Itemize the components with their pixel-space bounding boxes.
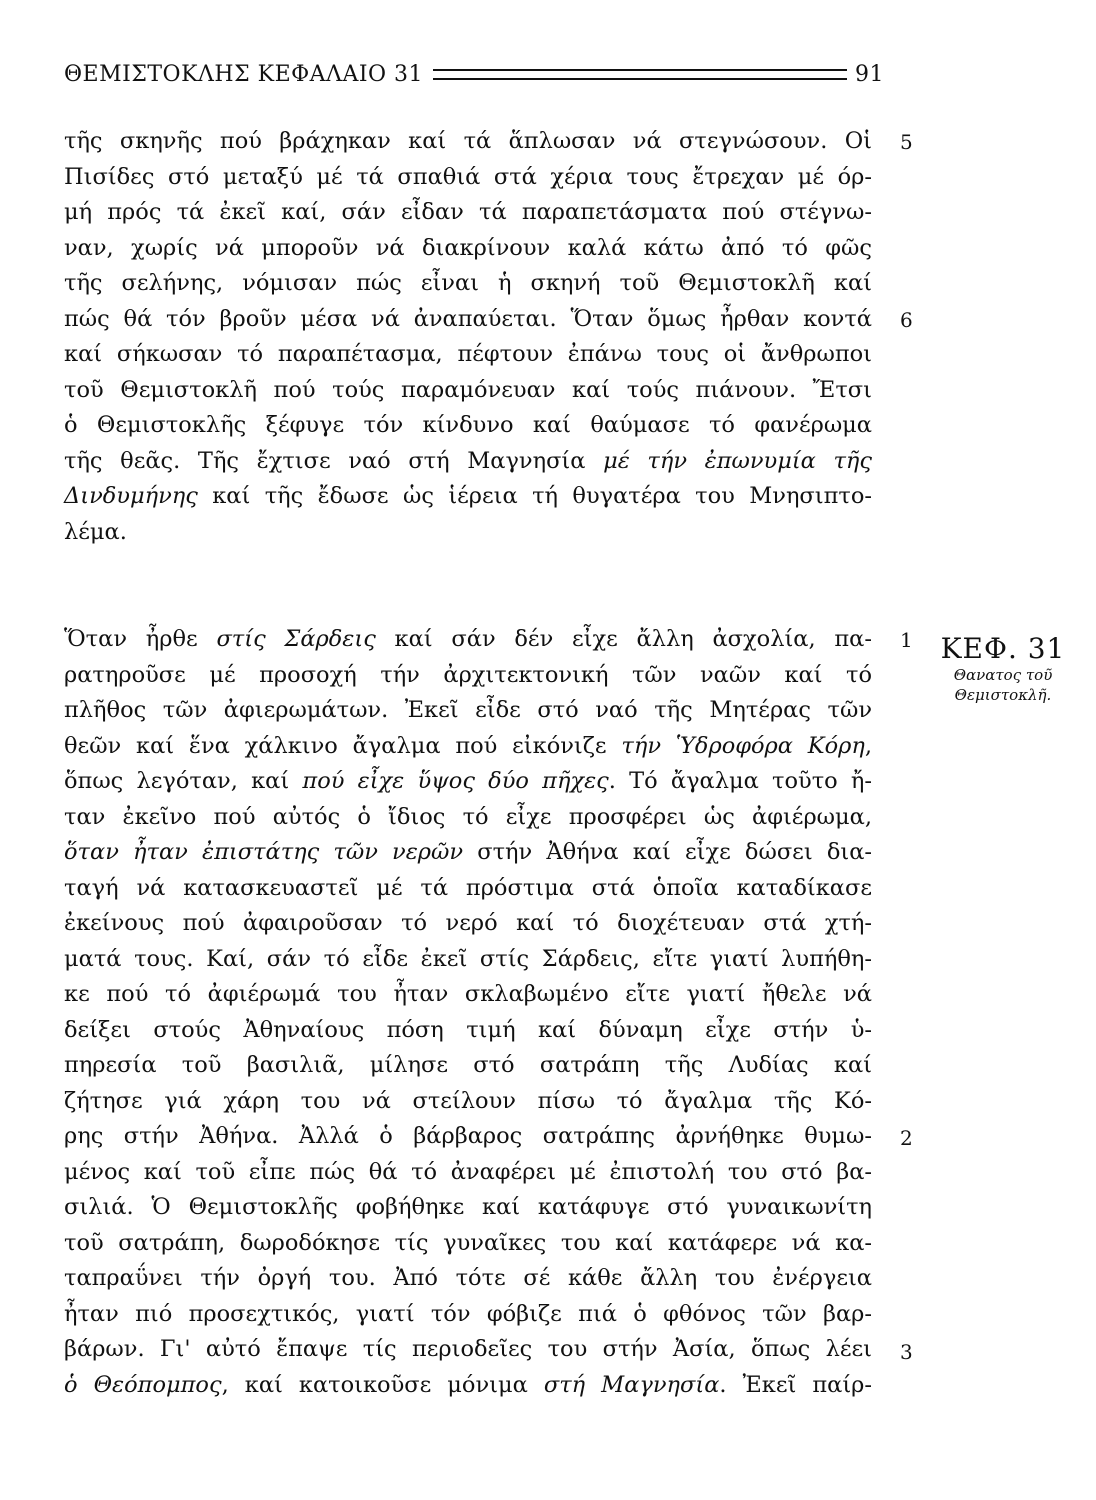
chapter-title: ΚΕΦ. 31	[940, 632, 1066, 665]
text-line: ρης στήν Ἀθήνα. Ἀλλά ὁ βάρβαρος σατράπης ἀρνήθηκε θυμω-	[64, 1123, 872, 1149]
text-line: τοῦ σατράπη, δωροδόκησε τίς γυναῖκες του καί κατάφερε νά κα-	[64, 1229, 872, 1256]
text-run: . Τό ἄγαλμα τοῦτο ἤ-	[608, 768, 873, 794]
text-line: πώς θά τόν βροῦν μέσα νά ἀναπαύεται. Ὅταν ὅμως ἦρθαν κοντά	[64, 305, 872, 332]
margin-number: 1	[900, 628, 913, 652]
text-line	[64, 622, 872, 658]
paragraph-continuation	[64, 124, 872, 550]
text-run: ὅπως λεγόταν, καί	[64, 768, 303, 794]
paragraph-chapter-31	[64, 622, 872, 1403]
text-run: τῆς θεᾶς. Τῆς ἔχτισε ναό στή Μαγνησία	[64, 447, 604, 474]
italic-run: τήν Ὑδροφόρα Κόρη	[621, 732, 865, 759]
text-line: ταγή νά κατασκευαστεῖ μέ τά πρόστιμα στά ὁποῖα καταδίκασε	[64, 874, 872, 901]
header-double-rule	[433, 69, 847, 80]
italic-run: ὅταν ἦταν ἐπιστάτης τῶν νερῶν	[64, 839, 464, 865]
margin-number: 3	[900, 1340, 913, 1364]
text-line	[64, 764, 872, 800]
italic-run: στή Μαγνησία	[543, 1371, 720, 1398]
text-line: τοῦ Θεμιστοκλῆ πού τούς παραμόνευαν καί τούς πιάνουν. Ἔτσι	[64, 376, 872, 403]
italic-run: μέ τήν ἐπωνυμία τῆς	[603, 447, 872, 474]
text-line: μή πρός τά ἐκεῖ καί, σάν εἶδαν τά παραπετάσματα πού στέγνω-	[64, 199, 872, 225]
text-run: καί σάν δέν εἶχε ἄλλη ἀσχολία, πα-	[375, 626, 872, 652]
running-header	[64, 56, 884, 92]
italic-run: πού εἶχε ὕψος δύο πῆχες	[302, 768, 609, 794]
text-line: ταν ἐκεῖνο πού αὐτός ὁ ἴδιος τό εἶχε προσφέρει ὡς ἀφιέρωμα,	[64, 803, 872, 830]
chapter-subtitle: Θανατος τοῦ	[953, 666, 1053, 684]
text-line: καί σήκωσαν τό παραπέτασμα, πέφτουν ἐπάνω τους οἱ ἄνθρωποι	[64, 341, 872, 367]
text-line: ζήτησε γιά χάρη του νά στείλουν πίσω τό ἄγαλμα τῆς Κό-	[64, 1087, 872, 1114]
text-run: καί τῆς ἔδωσε ὡς ἱέρεια τή θυγατέρα του Μνησιπτο-	[197, 483, 872, 509]
text-run: . Ἐκεῖ παίρ-	[719, 1371, 873, 1398]
italic-run: Δινδυμήνης	[64, 483, 198, 509]
text-line: ὁ Θεμιστοκλῆς ξέφυγε τόν κίνδυνο καί θαύμασε τό φανέρωμα	[64, 412, 872, 438]
text-line	[64, 835, 872, 871]
text-line: δείξει στούς Ἀθηναίους πόση τιμή καί δύναμη εἶχε στήν ὑ-	[64, 1016, 872, 1043]
text-line: ματά τους. Καί, σάν τό εἶδε ἐκεῖ στίς Σάρδεις, εἴτε γιατί λυπήθη-	[64, 945, 872, 972]
page-number: 91	[855, 61, 884, 87]
text-line: πηρεσία τοῦ βασιλιᾶ, μίλησε στό σατράπη τῆς Λυδίας καί	[64, 1052, 872, 1078]
margin-number: 6	[900, 308, 913, 332]
text-line: Πισίδες στό μεταξύ μέ τά σπαθιά στά χέρια τους ἔτρεχαν μέ όρ-	[64, 163, 872, 190]
text-line: λέμα.	[64, 518, 127, 545]
italic-run: ὁ Θεόπομπος	[64, 1371, 222, 1398]
text-line: πλῆθος τῶν ἀφιερωμάτων. Ἐκεῖ εἶδε στό ναό τῆς Μητέρας τῶν	[64, 697, 872, 723]
text-line: ρατηροῦσε μέ προσοχή τήν ἀρχιτεκτονική τῶν ναῶν καί τό	[64, 661, 872, 688]
margin-number: 5	[900, 130, 913, 154]
chapter-subtitle: Θεμιστοκλῆ.	[954, 686, 1052, 704]
chapter-heading	[928, 632, 1078, 705]
text-line: τῆς σκηνῆς πού βράχηκαν καί τά ἅπλωσαν νά στεγνώσουν. Οἱ	[64, 128, 872, 154]
text-line	[64, 479, 872, 515]
text-line: μένος καί τοῦ εἶπε πώς θά τό ἀναφέρει μέ ἐπιστολή του στό βα-	[64, 1158, 872, 1185]
text-line: βάρων. Γι' αὐτό ἔπαψε τίς περιοδεῖες του στήν Ἀσία, ὅπως λέει	[64, 1336, 872, 1362]
text-line	[64, 729, 872, 765]
text-run: θεῶν καί ἕνα χάλκινο ἄγαλμα πού εἰκόνιζε	[64, 732, 622, 759]
italic-run: στίς Σάρδεις	[216, 626, 376, 652]
text-line	[64, 444, 872, 480]
text-line: τῆς σελήνης, νόμισαν πώς εἶναι ἡ σκηνή τοῦ Θεμιστοκλῆ καί	[64, 270, 872, 296]
text-line: ταπραΰνει τήν ὀργή του. Ἀπό τότε σέ κάθε ἄλλη του ἐνέργεια	[64, 1265, 872, 1291]
text-run: στήν Ἀθήνα καί εἶχε δώσει δια-	[463, 839, 872, 865]
text-run: ,	[864, 732, 872, 759]
text-line: ἐκείνους πού ἀφαιροῦσαν τό νερό καί τό διοχέτευαν στά χτή-	[64, 910, 872, 936]
text-line: κε πού τό ἀφιέρωμά του ἦταν σκλαβωμένο εἴτε γιατί ἤθελε νά	[64, 981, 872, 1007]
running-title: ΘΕΜΙΣΤΟΚΛΗΣ ΚΕΦΑΛΑΙΟ 31	[64, 61, 424, 87]
margin-number: 2	[900, 1126, 913, 1150]
text-line	[64, 1368, 872, 1404]
text-line: σιλιά. Ὁ Θεμιστοκλῆς φοβήθηκε καί κατάφυγε στό γυναικωνίτη	[64, 1194, 872, 1220]
text-line: ναν, χωρίς νά μποροῦν νά διακρίνουν καλά κάτω ἀπό τό φῶς	[64, 234, 872, 261]
text-line: ἦταν πιό προσεχτικός, γιατί τόν φόβιζε πιά ὁ φθόνος τῶν βαρ-	[64, 1300, 872, 1327]
text-run: Ὅταν ἦρθε	[64, 626, 217, 652]
text-run: , καί κατοικοῦσε μόνιμα	[221, 1371, 544, 1398]
